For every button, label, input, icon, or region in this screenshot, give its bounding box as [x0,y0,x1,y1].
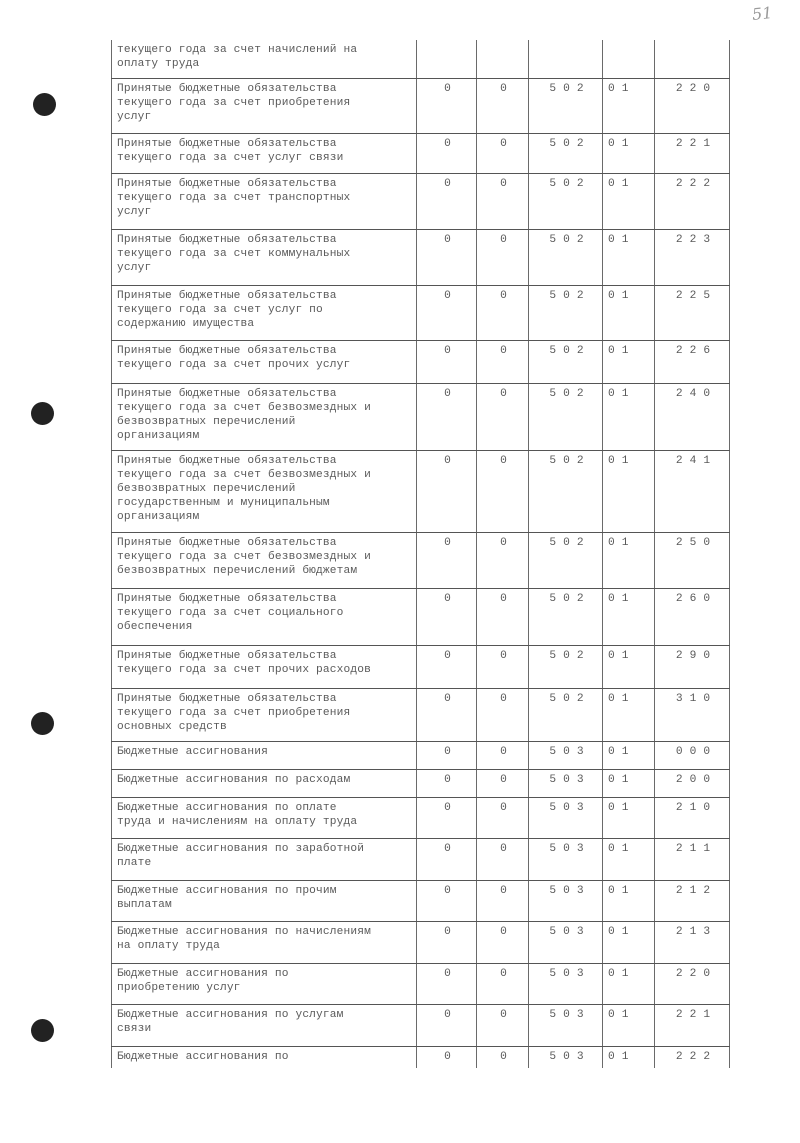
row-col-2: 0 [477,838,529,880]
table-row [112,688,730,741]
row-account-code [529,880,603,921]
row-kosgu-code-value: 213 [675,925,718,938]
row-col-1: 0 [417,383,477,450]
row-col-2: 0 [477,133,529,173]
row-kosgu-code [655,40,730,78]
row-account-code [529,450,603,532]
row-account-code-value: 502 [549,137,591,150]
row-account-code [529,588,603,645]
row-col-2: 0 [477,1046,529,1068]
row-kosgu-code-value: 250 [675,536,718,549]
row-kfo-code [603,285,655,340]
row-kfo-code [603,921,655,963]
row-col-2: 0 [477,173,529,229]
row-description: Принятые бюджетные обязательства текущего года за счет безвозмездных и безвозвратных перечислений бюджетам [112,532,417,588]
row-account-code [529,688,603,741]
row-kfo-code [603,383,655,450]
row-description: текущего года за счет начислений на оплату труда [112,40,417,78]
row-account-code-value: 503 [549,1008,591,1021]
row-col-1: 0 [417,78,477,133]
row-kfo-code-value: 01 [608,233,636,246]
row-kfo-code [603,340,655,383]
row-kosgu-code [655,963,730,1004]
row-account-code [529,532,603,588]
row-kfo-code-value: 01 [608,137,636,150]
table-row [112,340,730,383]
row-account-code [529,229,603,285]
row-kosgu-code-value: 220 [675,82,718,95]
row-kosgu-code-value: 000 [675,745,718,758]
row-account-code-value: 502 [549,536,591,549]
row-description: Бюджетные ассигнования по оплате труда и начислениям на оплату труда [112,797,417,838]
row-kfo-code-value: 01 [608,842,636,855]
row-kosgu-code [655,532,730,588]
row-col-1: 0 [417,229,477,285]
row-kfo-code-value: 01 [608,289,636,302]
row-account-code [529,1046,603,1068]
row-description: Бюджетные ассигнования по заработной плате [112,838,417,880]
row-col-1: 0 [417,532,477,588]
row-account-code [529,383,603,450]
row-kosgu-code [655,688,730,741]
handwritten-page-number: 51 [751,2,774,25]
row-col-1: 0 [417,340,477,383]
row-col-1: 0 [417,1004,477,1046]
row-col-1: 0 [417,921,477,963]
row-col-1: 0 [417,963,477,1004]
row-kfo-code [603,588,655,645]
row-account-code-value: 502 [549,233,591,246]
row-kfo-code [603,741,655,769]
row-col-2 [477,40,529,78]
row-kosgu-code-value: 310 [675,692,718,705]
table-row [112,880,730,921]
row-kfo-code-value: 01 [608,344,636,357]
punch-hole-1 [33,93,56,116]
row-kosgu-code [655,588,730,645]
row-col-1: 0 [417,133,477,173]
row-col-1 [417,40,477,78]
row-description: Бюджетные ассигнования [112,741,417,769]
row-kosgu-code [655,880,730,921]
row-account-code-value: 502 [549,82,591,95]
row-kosgu-code-value: 200 [675,773,718,786]
row-kosgu-code-value: 212 [675,884,718,897]
table-row [112,645,730,688]
row-account-code [529,173,603,229]
row-kosgu-code-value: 223 [675,233,718,246]
row-col-2: 0 [477,797,529,838]
row-kfo-code-value: 01 [608,925,636,938]
row-kfo-code-value: 01 [608,745,636,758]
table-row [112,588,730,645]
row-kosgu-code-value: 220 [675,967,718,980]
row-account-code-value: 503 [549,925,591,938]
row-description: Бюджетные ассигнования по приобретению услуг [112,963,417,1004]
row-kfo-code-value: 01 [608,387,636,400]
row-col-1: 0 [417,1046,477,1068]
row-kfo-code [603,880,655,921]
row-kosgu-code [655,797,730,838]
punch-hole-3 [31,712,54,735]
table-row [112,383,730,450]
table-row [112,173,730,229]
row-description: Бюджетные ассигнования по прочим выплатам [112,880,417,921]
row-kfo-code [603,532,655,588]
row-kfo-code [603,838,655,880]
row-kfo-code [603,78,655,133]
row-kfo-code-value: 01 [608,692,636,705]
row-kosgu-code [655,838,730,880]
row-col-2: 0 [477,78,529,133]
row-col-1: 0 [417,450,477,532]
row-kfo-code [603,40,655,78]
row-col-1: 0 [417,588,477,645]
row-account-code [529,963,603,1004]
row-account-code-value: 503 [549,801,591,814]
row-kfo-code-value: 01 [608,1050,636,1063]
row-account-code-value: 502 [549,692,591,705]
punch-hole-2 [31,402,54,425]
row-kosgu-code-value: 225 [675,289,718,302]
row-description: Принятые бюджетные обязательства текущего года за счет прочих услуг [112,340,417,383]
row-kfo-code [603,229,655,285]
row-kosgu-code [655,1004,730,1046]
row-account-code [529,838,603,880]
row-account-code-value: 503 [549,773,591,786]
row-col-1: 0 [417,769,477,797]
row-kosgu-code-value: 222 [675,177,718,190]
row-kosgu-code-value: 211 [675,842,718,855]
table-row [112,532,730,588]
row-col-2: 0 [477,1004,529,1046]
row-col-2: 0 [477,645,529,688]
row-kosgu-code [655,741,730,769]
row-kosgu-code [655,78,730,133]
row-description: Принятые бюджетные обязательства текущего года за счет прочих расходов [112,645,417,688]
row-col-2: 0 [477,383,529,450]
row-col-2: 0 [477,921,529,963]
row-kosgu-code [655,173,730,229]
row-kosgu-code-value: 260 [675,592,718,605]
row-account-code-value: 503 [549,967,591,980]
row-account-code [529,133,603,173]
row-kfo-code-value: 01 [608,536,636,549]
row-description: Принятые бюджетные обязательства текущего года за счет услуг по содержанию имущества [112,285,417,340]
row-kfo-code-value: 01 [608,884,636,897]
table-row [112,797,730,838]
row-kfo-code [603,688,655,741]
row-description: Принятые бюджетные обязательства текущего года за счет безвозмездных и безвозвратных перечислений государственным и муниципальным организациям [112,450,417,532]
row-kfo-code-value: 01 [608,82,636,95]
row-col-2: 0 [477,963,529,1004]
row-kosgu-code-value: 222 [675,1050,718,1063]
row-account-code [529,797,603,838]
row-kosgu-code [655,1046,730,1068]
row-account-code-value: 503 [549,842,591,855]
row-col-1: 0 [417,880,477,921]
row-kfo-code-value: 01 [608,1008,636,1021]
row-description: Принятые бюджетные обязательства текущего года за счет коммунальных услуг [112,229,417,285]
table-row [112,450,730,532]
row-col-1: 0 [417,173,477,229]
row-description: Принятые бюджетные обязательства текущего года за счет социального обеспечения [112,588,417,645]
row-kosgu-code [655,340,730,383]
row-description: Бюджетные ассигнования по [112,1046,417,1068]
row-kfo-code [603,963,655,1004]
row-kosgu-code-value: 210 [675,801,718,814]
table-row [112,838,730,880]
row-account-code-value: 502 [549,649,591,662]
row-kosgu-code [655,769,730,797]
row-kosgu-code-value: 290 [675,649,718,662]
row-account-code [529,340,603,383]
table-row [112,40,730,78]
row-account-code-value: 502 [549,387,591,400]
row-kfo-code-value: 01 [608,592,636,605]
row-kosgu-code-value: 240 [675,387,718,400]
row-kosgu-code-value: 241 [675,454,718,467]
table-row [112,78,730,133]
accounts-table-body [112,40,730,1068]
row-kfo-code-value: 01 [608,801,636,814]
row-account-code-value: 503 [549,884,591,897]
row-kfo-code [603,450,655,532]
row-kosgu-code-value: 221 [675,137,718,150]
row-account-code [529,741,603,769]
row-col-2: 0 [477,769,529,797]
row-description: Бюджетные ассигнования по услугам связи [112,1004,417,1046]
row-col-2: 0 [477,741,529,769]
row-account-code-value: 502 [549,454,591,467]
row-description: Принятые бюджетные обязательства текущего года за счет приобретения основных средств [112,688,417,741]
table-row [112,133,730,173]
row-account-code-value: 502 [549,177,591,190]
row-kfo-code-value: 01 [608,967,636,980]
row-col-2: 0 [477,880,529,921]
row-account-code [529,40,603,78]
row-col-2: 0 [477,588,529,645]
row-account-code-value: 502 [549,289,591,302]
row-description: Принятые бюджетные обязательства текущего года за счет услуг связи [112,133,417,173]
row-account-code [529,769,603,797]
row-col-1: 0 [417,797,477,838]
table-row [112,285,730,340]
row-kosgu-code [655,133,730,173]
row-description: Бюджетные ассигнования по расходам [112,769,417,797]
row-kosgu-code-value: 221 [675,1008,718,1021]
row-col-2: 0 [477,688,529,741]
row-kfo-code [603,797,655,838]
table-row [112,769,730,797]
row-kfo-code-value: 01 [608,773,636,786]
row-description: Принятые бюджетные обязательства текущего года за счет приобретения услуг [112,78,417,133]
row-kosgu-code [655,921,730,963]
row-account-code-value: 502 [549,592,591,605]
row-account-code [529,921,603,963]
row-account-code-value: 503 [549,1050,591,1063]
row-kfo-code [603,133,655,173]
row-account-code [529,1004,603,1046]
row-col-2: 0 [477,532,529,588]
row-col-1: 0 [417,741,477,769]
row-kfo-code-value: 01 [608,177,636,190]
row-kosgu-code [655,229,730,285]
accounts-table [111,40,730,1068]
row-col-1: 0 [417,285,477,340]
table-row [112,1046,730,1068]
row-kosgu-code [655,285,730,340]
row-account-code [529,285,603,340]
row-kosgu-code-value: 226 [675,344,718,357]
row-col-2: 0 [477,340,529,383]
row-col-1: 0 [417,645,477,688]
row-kfo-code [603,1004,655,1046]
row-kosgu-code [655,450,730,532]
row-kfo-code [603,173,655,229]
row-col-2: 0 [477,285,529,340]
table-row [112,921,730,963]
table-row [112,963,730,1004]
table-row [112,741,730,769]
row-kfo-code [603,769,655,797]
row-account-code-value: 503 [549,745,591,758]
row-description: Принятые бюджетные обязательства текущего года за счет транспортных услуг [112,173,417,229]
row-kosgu-code [655,383,730,450]
row-col-1: 0 [417,688,477,741]
table-row [112,1004,730,1046]
row-kfo-code [603,645,655,688]
row-col-2: 0 [477,450,529,532]
row-account-code [529,78,603,133]
row-account-code [529,645,603,688]
row-account-code-value: 502 [549,344,591,357]
row-kfo-code-value: 01 [608,454,636,467]
row-description: Бюджетные ассигнования по начислениям на оплату труда [112,921,417,963]
row-description: Принятые бюджетные обязательства текущего года за счет безвозмездных и безвозвратных перечислений организациям [112,383,417,450]
row-kosgu-code [655,645,730,688]
row-kfo-code-value: 01 [608,649,636,662]
row-kfo-code [603,1046,655,1068]
row-col-2: 0 [477,229,529,285]
punch-hole-4 [31,1019,54,1042]
row-col-1: 0 [417,838,477,880]
table-row [112,229,730,285]
